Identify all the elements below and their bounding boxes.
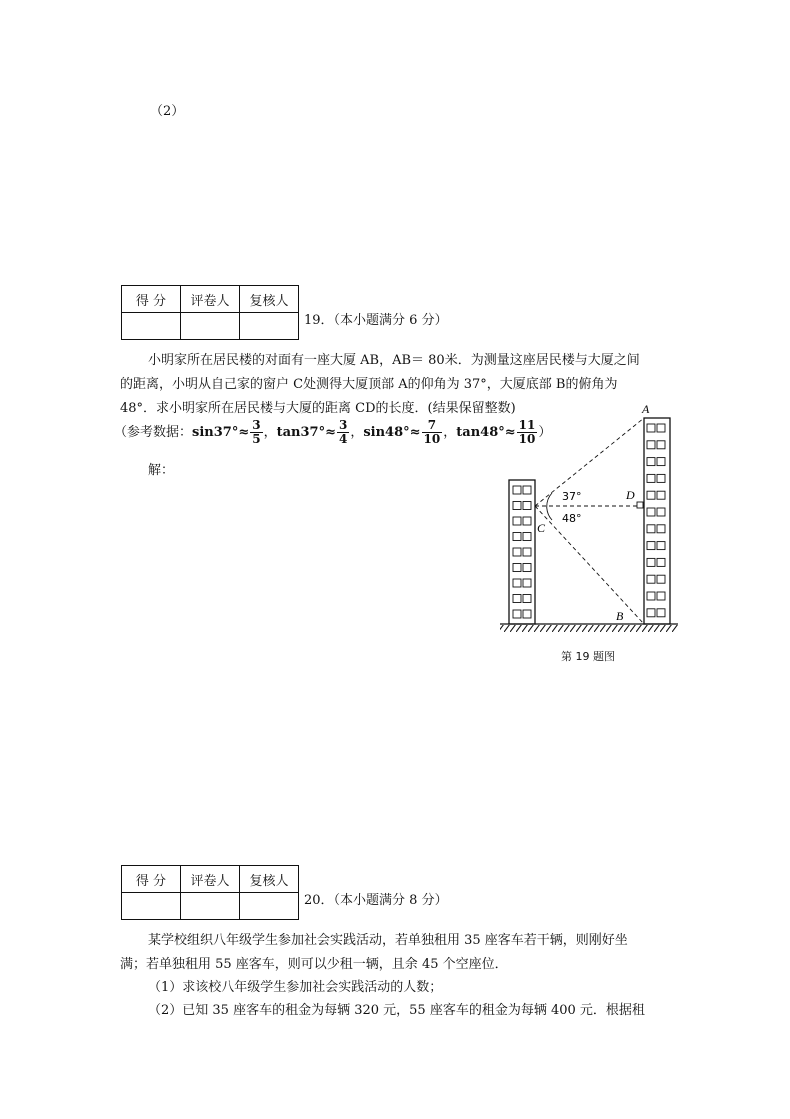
window (657, 508, 665, 516)
q20-line-4: （2）已知 35 座客车的租金为每辆 320 元，55 座客车的租金为每辆 400 元．根据租 (148, 1003, 645, 1018)
angle-37-label: 37° (562, 490, 582, 503)
grader-cell[interactable] (181, 893, 240, 920)
window (523, 548, 531, 556)
window (523, 517, 531, 525)
angle-48-label: 48° (562, 512, 582, 525)
part-2-label: （2） (150, 104, 185, 119)
window (657, 474, 665, 482)
window (647, 592, 655, 600)
point-c-label: C (537, 521, 546, 535)
score-cell[interactable] (122, 313, 181, 340)
tower-building (644, 418, 670, 624)
reviewer-cell[interactable] (240, 313, 299, 340)
q19-line-2: 的距离，小明从自己家的窗户 C处测得大厦顶部 A的仰角为 37°，大厦底部 B的俯角为 (120, 377, 618, 392)
window (657, 441, 665, 449)
window (657, 609, 665, 617)
score-table-19 (121, 285, 299, 340)
grader-cell[interactable] (181, 313, 240, 340)
sin48-label: sin48°≈ (363, 425, 421, 440)
grader-header: 评卷人 (181, 866, 240, 893)
window (647, 424, 655, 432)
window (657, 491, 665, 499)
reviewer-header: 复核人 (240, 286, 299, 313)
window (657, 575, 665, 583)
point-d-label: D (626, 488, 635, 502)
sin37-fraction: $\frac{3}{5}$ (252, 418, 261, 446)
window (513, 548, 521, 556)
window (647, 525, 655, 533)
window (657, 542, 665, 550)
q19-line-1: 小明家所在居民楼的对面有一座大厦 AB，AB＝ 80米．为测量这座居民楼与大厦之间 (148, 353, 640, 368)
figure-19 (492, 400, 692, 660)
window (657, 458, 665, 466)
tan37-label: tan37°≈ (276, 425, 336, 440)
point-b-label: B (616, 609, 624, 623)
question-19-title: 19．（本小题满分 6 分） (304, 313, 448, 328)
window (513, 533, 521, 541)
window (647, 474, 655, 482)
window (657, 525, 665, 533)
reference-data: （参考数据：sin37°≈ $\frac{3}{5}$ ，tan37°≈ $\frac{3}{4}$ ，sin48°≈ $\frac{7}{10}$ ，tan48°≈ $\frac{11}{10}$ ） (114, 418, 552, 446)
grader-header: 评卷人 (181, 286, 240, 313)
window (657, 592, 665, 600)
window (513, 564, 521, 572)
figure-19-caption: 第 19 题图 (561, 650, 615, 663)
tan37-fraction: $\frac{3}{4}$ (338, 418, 348, 446)
window (647, 575, 655, 583)
score-cell[interactable] (122, 893, 181, 920)
window (657, 424, 665, 432)
reviewer-header: 复核人 (240, 866, 299, 893)
window (513, 517, 521, 525)
reference-suffix: ） (538, 425, 552, 440)
sight-lines (535, 418, 644, 624)
solve-label: 解： (148, 463, 175, 478)
q20-line-1: 某学校组织八年级学生参加社会实践活动，若单独租用 35 座客车若干辆，则刚好坐 (148, 933, 628, 948)
window (523, 579, 531, 587)
q20-line-2: 满；若单独租用 55 座客车，则可以少租一辆，且余 45 个空座位． (120, 957, 508, 972)
window (647, 441, 655, 449)
window (647, 508, 655, 516)
reference-prefix: （参考数据： (114, 425, 193, 440)
score-table-20 (121, 865, 299, 920)
question-20-title: 20．（本小题满分 8 分） (304, 893, 448, 908)
window (513, 595, 521, 603)
window (523, 533, 531, 541)
sin48-fraction: $\frac{7}{10}$ (423, 418, 441, 446)
residential-building (509, 480, 535, 624)
tan48-label: tan48°≈ (456, 425, 516, 440)
reviewer-cell[interactable] (240, 893, 299, 920)
window (647, 491, 655, 499)
window (647, 609, 655, 617)
window (513, 486, 521, 494)
window (647, 458, 655, 466)
q20-line-3: （1）求该校八年级学生参加社会实践活动的人数； (148, 980, 443, 995)
score-header: 得 分 (122, 866, 181, 893)
window (647, 542, 655, 550)
window (513, 579, 521, 587)
window (523, 502, 531, 510)
window (513, 610, 521, 618)
window (523, 595, 531, 603)
window (513, 502, 521, 510)
score-header: 得 分 (122, 286, 181, 313)
window (657, 558, 665, 566)
q19-line-3: 48°．求小明家所在居民楼与大厦的距离 CD的长度．(结果保留整数) (120, 401, 516, 416)
window (647, 558, 655, 566)
tan48-fraction: $\frac{11}{10}$ (518, 418, 536, 446)
window (523, 564, 531, 572)
ground-line (500, 624, 678, 632)
window (523, 610, 531, 618)
point-a-label: A (642, 402, 650, 416)
window (523, 486, 531, 494)
sin37-label: sin37°≈ (192, 425, 250, 440)
